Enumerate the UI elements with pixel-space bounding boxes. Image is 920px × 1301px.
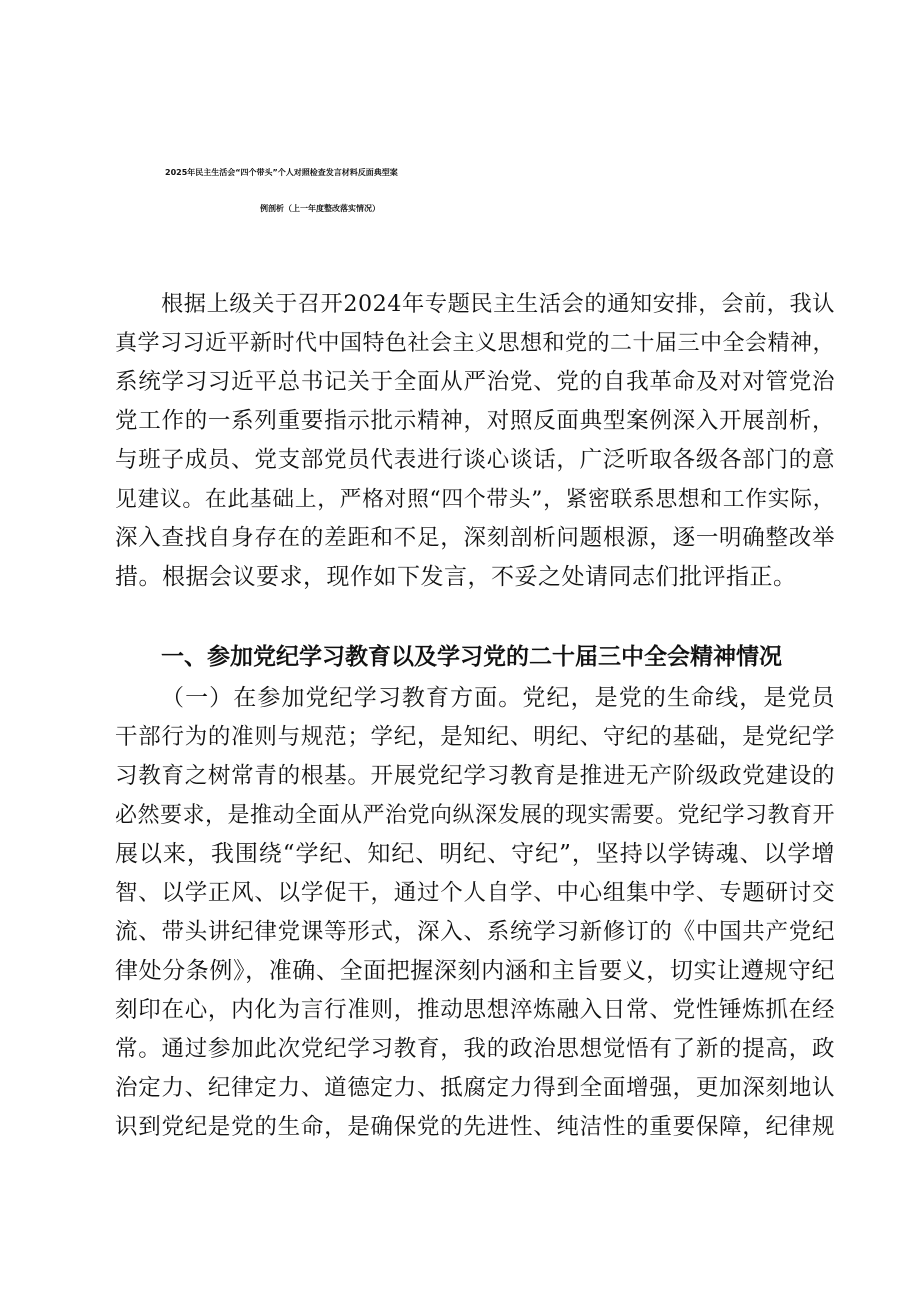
intro-line: 系统学习习近平总书记关于全面从严治党、党的自我革命及对对管党治 <box>115 369 835 395</box>
intro-line: 党工作的一系列重要指示批示精神，对照反面典型案例深入开展剖析， <box>115 408 835 434</box>
section-1-line: 习教育之树常青的根基。开展党纪学习教育是推进无产阶级政党建设的 <box>115 763 835 789</box>
section-1-line: 流、带头讲纪律党课等形式，深入、系统学习新修订的《中国共产党纪 <box>115 919 835 945</box>
section-1-line: 常。通过参加此次党纪学习教育，我的政治思想觉悟有了新的提高，政 <box>115 1036 835 1062</box>
intro-paragraph <box>115 285 835 597</box>
intro-line: 深入查找自身存在的差距和不足，深刻剖析问题根源，逐一明确整改举 <box>115 525 835 551</box>
intro-line: 根据上级关于召开2024年专题民主生活会的通知安排，会前，我认 <box>161 291 835 317</box>
intro-line: 见建议。在此基础上，严格对照“四个带头”，紧密联系思想和工作实际， <box>115 487 835 512</box>
section-1-line: 律处分条例》，准确、全面把握深刻内涵和主旨要义，切实让遵规守纪 <box>115 958 835 984</box>
document-title-line-2: 例剖析（上一年度整改落实情况） <box>260 204 380 213</box>
section-1-line: （一）在参加党纪学习教育方面。党纪，是党的生命线，是党员 <box>161 685 835 711</box>
section-1-line: 治定力、纪律定力、道德定力、抵腐定力得到全面增强，更加深刻地认 <box>115 1075 835 1101</box>
section-1-heading: 一、参加党纪学习教育以及学习党的二十届三中全会精神情况 <box>161 644 782 670</box>
section-1-line: 展以来，我围绕“学纪、知纪、明纪、守纪”，坚持以学铸魂、以学增 <box>115 841 835 867</box>
section-1-line: 干部行为的准则与规范；学纪，是知纪、明纪、守纪的基础，是党纪学 <box>115 724 835 750</box>
intro-line: 措。根据会议要求，现作如下发言，不妥之处请同志们批评指正。 <box>115 564 797 590</box>
document-title-line-1: 2025年民主生活会“四个带头”个人对照检查发言材料反面典型案 <box>165 168 398 177</box>
section-1-paragraph <box>115 679 835 1147</box>
section-1-line: 智、以学正风、以学促干，通过个人自学、中心组集中学、专题研讨交 <box>115 880 835 906</box>
intro-line: 与班子成员、党支部党员代表进行谈心谈话，广泛听取各级各部门的意 <box>115 447 835 473</box>
intro-line: 真学习习近平新时代中国特色社会主义思想和党的二十届三中全会精神， <box>115 331 836 356</box>
section-1-line: 刻印在心，内化为言行准则，推动思想淬炼融入日常、党性锤炼抓在经 <box>115 997 835 1023</box>
section-1-line: 识到党纪是党的生命，是确保党的先进性、纯洁性的重要保障，纪律规 <box>115 1114 835 1140</box>
section-1-line: 必然要求，是推动全面从严治党向纵深发展的现实需要。党纪学习教育开 <box>115 803 836 828</box>
